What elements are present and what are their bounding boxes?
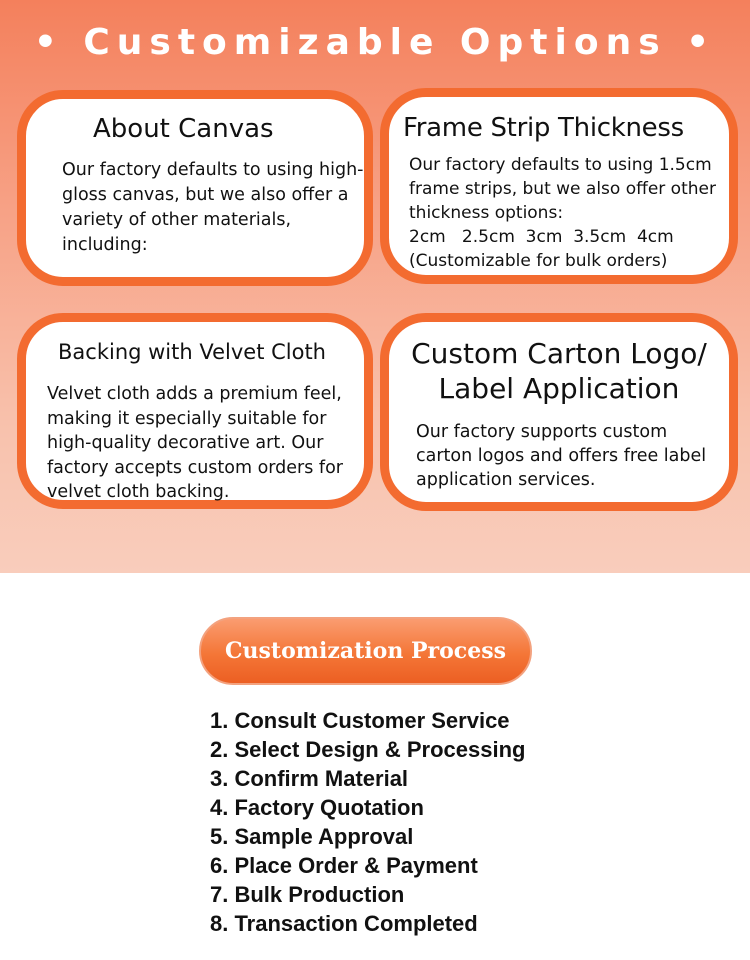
process-step: 7. Bulk Production — [210, 882, 405, 907]
process-step: 8. Transaction Completed — [210, 911, 478, 936]
frame-strip-body: Our factory defaults to using 1.5cm frame strips, but we also offer other thickness options: — [409, 155, 716, 223]
process-step: 3. Confirm Material — [210, 766, 409, 791]
process-step: 4. Factory Quotation — [210, 795, 424, 820]
carton-logo-card — [380, 313, 738, 511]
options-title: • Customizable Options • — [33, 22, 717, 63]
process-step: 1. Consult Customer Service — [210, 708, 510, 733]
process-step: 2. Select Design & Processing — [210, 737, 526, 762]
frame-strip-text — [409, 153, 729, 273]
about-canvas-title: About Canvas — [93, 114, 274, 144]
frame-strip-card — [380, 88, 738, 284]
velvet-backing-text: Velvet cloth adds a premium feel, making it especially suitable for high-quality decorative art. Our factory accepts custom orders for velvet cloth backing. — [47, 384, 343, 502]
customization-process-badge: Customization Process — [199, 617, 532, 685]
frame-strip-title: Frame Strip Thickness — [403, 113, 684, 143]
carton-logo-text: Our factory supports custom carton logos and offers free label application services. — [416, 422, 707, 490]
about-canvas-card — [17, 90, 373, 286]
about-canvas-text: Our factory defaults to using high-gloss canvas, but we also offer a variety of other materials, including: — [62, 160, 364, 255]
process-steps-list — [210, 706, 525, 938]
frame-strip-sizes: 2cm 2.5cm 3cm 3.5cm 4cm — [409, 227, 674, 247]
carton-logo-title: Custom Carton Logo/ Label Application — [411, 337, 707, 405]
velvet-backing-title: Backing with Velvet Cloth — [58, 340, 326, 364]
velvet-backing-card — [17, 313, 373, 509]
frame-strip-note: (Customizable for bulk orders) — [409, 251, 668, 271]
process-step: 6. Place Order & Payment — [210, 853, 478, 878]
process-step: 5. Sample Approval — [210, 824, 414, 849]
